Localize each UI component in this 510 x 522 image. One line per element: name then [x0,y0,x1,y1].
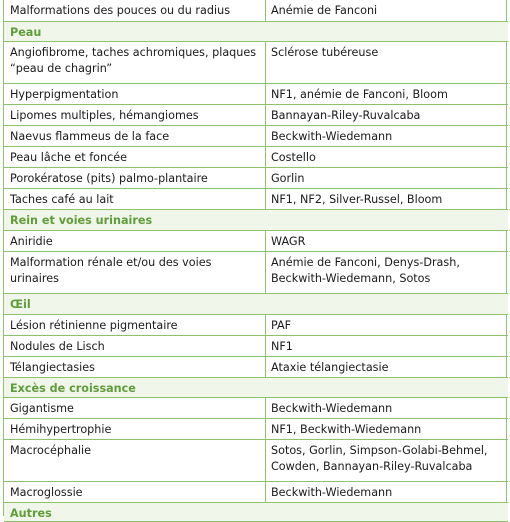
syndrome-cell: NF1, anémie de Fanconi, Bloom [266,84,508,105]
syndrome-cell: Gorlin [266,168,508,189]
syndrome-signs-table [3,0,507,520]
syndrome-cell: Sclérose tubéreuse [266,42,508,84]
syndrome-cell: NF1 [266,336,508,357]
clinical-sign-cell: Macroglossie [4,482,266,503]
syndrome-cell: Sotos, Gorlin, Simpson-Golabi-Behmel, Cowden, Bannayan-Riley-Ruvalcaba [266,440,508,482]
clinical-sign-cell: Naevus flammeus de la face [4,126,266,147]
clinical-sign-cell: Macrocéphalie [4,440,266,482]
syndrome-cell: Beckwith-Wiedemann [266,398,508,419]
syndrome-cell: WAGR [266,231,508,252]
section-header: Excès de croissance [4,378,508,398]
clinical-sign-cell: Malformation rénale et/ou des voies urinaires [4,252,266,294]
clinical-sign-cell: Lipomes multiples, hémangiomes [4,105,266,126]
clinical-sign-cell: Télangiectasies [4,357,266,378]
clinical-sign-cell: Hémihypertrophie [4,419,266,440]
clinical-sign-cell: Porokératose (pits) palmo-plantaire [4,168,266,189]
syndrome-cell: Ataxie télangiectasie [266,357,508,378]
syndrome-cell: Anémie de Fanconi, Denys-Drash, Beckwith-Wiedemann, Sotos [266,252,508,294]
clinical-sign-cell: Nodules de Lisch [4,336,266,357]
clinical-sign-cell: Taches café au lait [4,189,266,210]
syndrome-cell: Bannayan-Riley-Ruvalcaba [266,105,508,126]
syndrome-cell: Costello [266,147,508,168]
section-header: Rein et voies urinaires [4,210,508,231]
syndrome-cell: Beckwith-Wiedemann [266,482,508,503]
clinical-sign-cell: Hyperpigmentation [4,84,266,105]
syndrome-cell: Beckwith-Wiedemann [266,126,508,147]
section-header: Peau [4,22,508,42]
syndrome-cell: PAF [266,315,508,336]
clinical-sign-cell: Aniridie [4,231,266,252]
syndrome-cell: NF1, Beckwith-Wiedemann [266,419,508,440]
clinical-sign-cell: Gigantisme [4,398,266,419]
clinical-sign-cell: Malformations des pouces ou du radius [4,0,266,22]
clinical-sign-cell: Angiofibrome, taches achromiques, plaques “peau de chagrin” [4,42,266,84]
syndrome-cell: Anémie de Fanconi [266,0,508,22]
clinical-sign-cell: Lésion rétinienne pigmentaire [4,315,266,336]
section-header: Autres [4,503,508,522]
clinical-sign-cell: Peau lâche et foncée [4,147,266,168]
section-header: Œil [4,294,508,315]
syndrome-cell: NF1, NF2, Silver-Russel, Bloom [266,189,508,210]
